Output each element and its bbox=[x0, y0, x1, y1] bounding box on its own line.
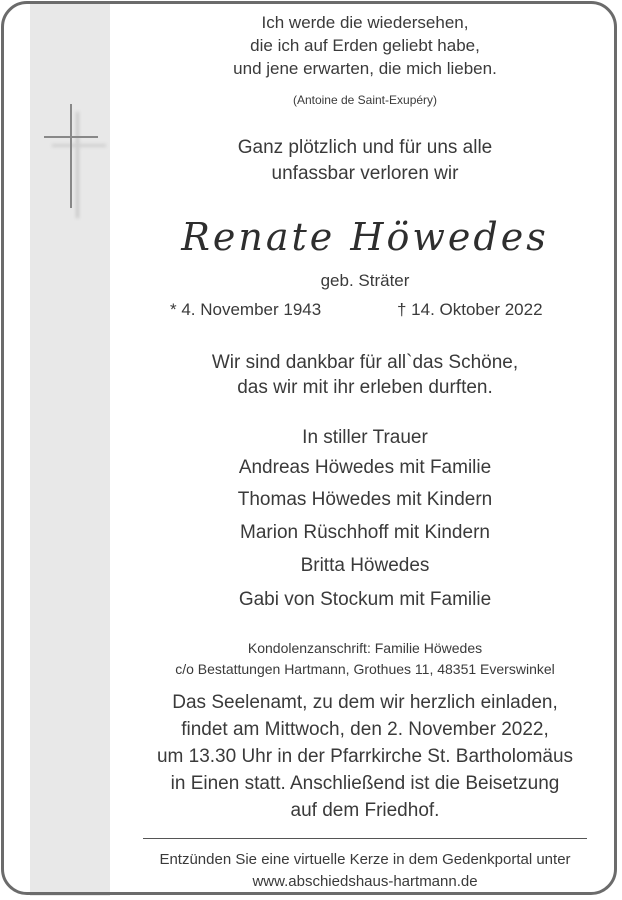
gratitude-line: das wir mit ihr erleben durften. bbox=[237, 377, 493, 398]
gratitude-line: Wir sind dankbar für all`das Schöne, bbox=[211, 352, 519, 373]
service-line: in Einen statt. Anschließend ist die Beisetzung bbox=[170, 773, 560, 794]
quote-line: die ich auf Erden geliebt habe, bbox=[250, 36, 480, 55]
service-line: Das Seelenamt, zu dem wir herzlich einladen, bbox=[172, 692, 558, 713]
deceased-name: Renate Höwedes bbox=[181, 215, 549, 259]
mourners-heading: In stiller Trauer bbox=[302, 427, 428, 448]
condolence-address-line: c/o Bestattungen Hartmann, Grothues 11, 48351 Everswinkel bbox=[175, 661, 555, 677]
maiden-name: geb. Sträter bbox=[320, 271, 410, 290]
intro-line: unfassbar verloren wir bbox=[271, 163, 459, 184]
quote-author: (Antoine de Saint-Exupéry) bbox=[292, 93, 438, 107]
mourner-name: Thomas Höwedes mit Kindern bbox=[237, 489, 493, 510]
divider bbox=[143, 838, 587, 839]
death-date: † 14. Oktober 2022 bbox=[397, 300, 543, 319]
intro-line: Ganz plötzlich und für uns alle bbox=[237, 137, 493, 158]
mourner-name: Britta Höwedes bbox=[300, 555, 430, 576]
mourner-name: Marion Rüschhoff mit Kindern bbox=[240, 522, 490, 543]
service-line: um 13.30 Uhr in der Pfarrkirche St. Bartholomäus bbox=[156, 746, 574, 767]
service-line: findet am Mittwoch, den 2. November 2022, bbox=[181, 719, 549, 740]
condolence-address-line: Kondolenzanschrift: Familie Höwedes bbox=[247, 640, 483, 656]
footer-text: Entzünden Sie eine virtuelle Kerze in dem Gedenkportal unter bbox=[159, 851, 571, 868]
service-line: auf dem Friedhof. bbox=[290, 800, 440, 821]
mourner-name: Gabi von Stockum mit Familie bbox=[238, 589, 492, 610]
footer-link[interactable]: www.abschiedshaus-hartmann.de bbox=[252, 873, 478, 890]
quote-line: Ich werde die wiedersehen, bbox=[261, 13, 469, 32]
birth-date: * 4. November 1943 bbox=[170, 300, 322, 319]
quote-line: und jene erwarten, die mich lieben. bbox=[233, 59, 497, 78]
mourner-name: Andreas Höwedes mit Familie bbox=[238, 457, 492, 478]
